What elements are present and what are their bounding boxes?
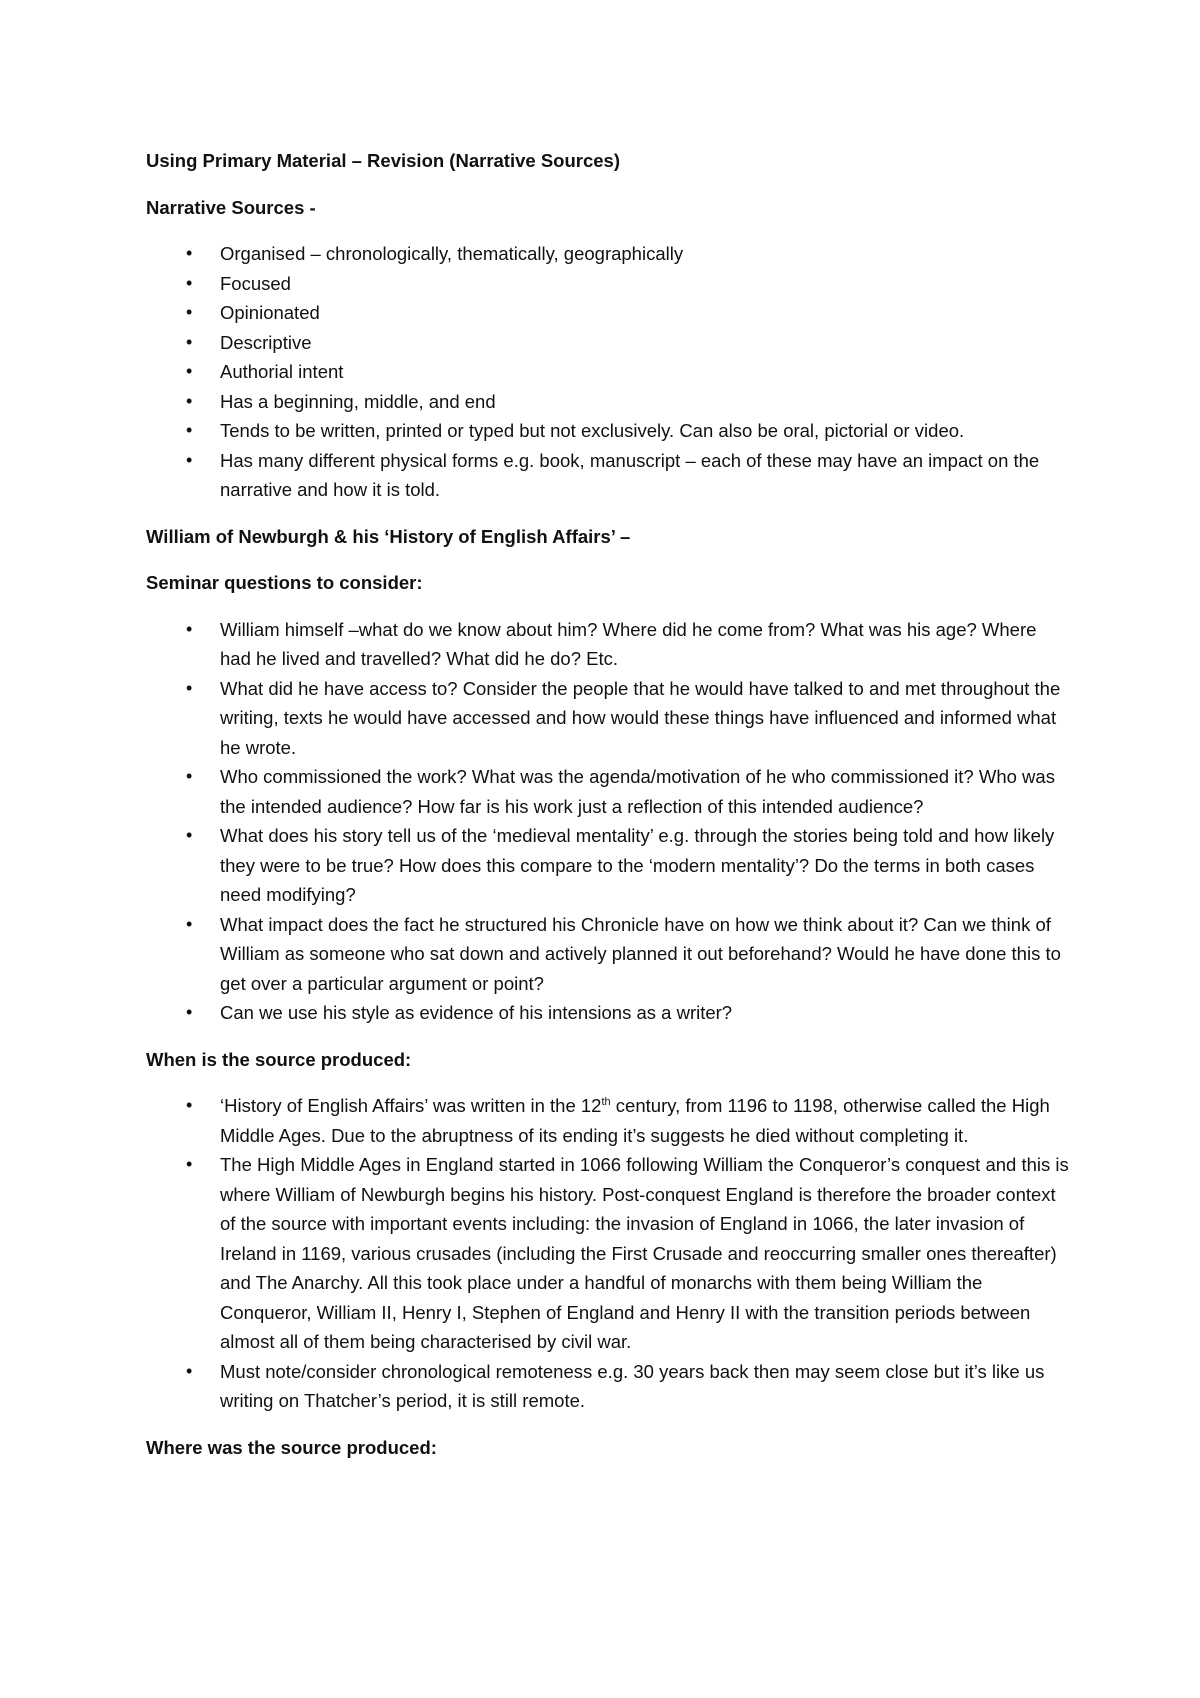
when-heading: When is the source produced: [146,1048,412,1070]
document-title: Using Primary Material – Revision (Narrative Sources) [146,150,620,171]
list-item-text: ‘History of English Affairs’ was written in the 12 [220,1095,602,1116]
list-item: • Tends to be written, printed or typed but not exclusively. Can also be oral, pictorial or video. [220,416,1070,446]
list-item: • Has many different physical forms e.g. book, manuscript – each of these may have an impact on the narrative and how it is told. [220,446,1070,505]
seminar-questions-list [146,615,1070,1028]
list-item: • Can we use his style as evidence of his intensions as a writer? [220,998,1070,1028]
list-item: • What does his story tell us of the ‘medieval mentality’ e.g. through the stories being told and how likely they were to be true? How does this compare to the ‘modern mentality’? Do the terms in both cases need modifying? [220,821,1070,910]
list-item [220,1091,1070,1150]
list-item: • Who commissioned the work? What was the agenda/motivation of he who commissioned it? Who was the intended audience? How far is his work just a reflection of this intended audience? [220,762,1070,821]
narrative-sources-heading: Narrative Sources - [146,196,316,218]
list-item: • Organised – chronologically, thematically, geographically [220,239,1070,269]
list-item: • The High Middle Ages in England started in 1066 following William the Conqueror’s conquest and this is where William of Newburgh begins his history. Post-conquest England is therefore the broader context of the source with important events including: the invasion of England in 1066, the later invasion of Ireland in 1169, various crusades (including the First Crusade and reoccurring smaller ones thereafter) and The Anarchy. All this took place under a handful of monarchs with them being William the Conqueror, William II, Henry I, Stephen of England and Henry II with the transition periods between almost all of them being characterised by civil war. [220,1150,1070,1357]
narrative-sources-list [146,239,1070,505]
list-item: • William himself –what do we know about him? Where did he come from? What was his age? Where had he lived and travelled? What did he do? Etc. [220,615,1070,674]
superscript: th [601,1095,611,1108]
list-item: • Opinionated [220,298,1070,328]
list-item: • Descriptive [220,328,1070,358]
when-list [146,1091,1070,1416]
list-item: • Authorial intent [220,357,1070,387]
list-item: • What impact does the fact he structured his Chronicle have on how we think about it? Can we think of William as someone who sat down and actively planned it out beforehand? Would he have done this to get over a particular argument or point? [220,910,1070,999]
list-item: • What did he have access to? Consider the people that he would have talked to and met throughout the writing, texts he would have accessed and how would these things have influenced and informed what he wrote. [220,674,1070,763]
list-item: • Must note/consider chronological remoteness e.g. 30 years back then may seem close but it’s like us writing on Thatcher’s period, it is still remote. [220,1357,1070,1416]
seminar-heading: Seminar questions to consider: [146,572,423,593]
list-item: • Has a beginning, middle, and end [220,387,1070,417]
list-item: • Focused [220,269,1070,299]
list-item-text: century, from 1196 to 1198, otherwise called the High Middle Ages. Due to the abruptness of its ending it’s suggests he died without completing it. [220,1095,1050,1146]
william-heading: William of Newburgh & his ‘History of English Affairs’ – [146,525,631,547]
where-heading: Where was the source produced: [146,1436,437,1458]
